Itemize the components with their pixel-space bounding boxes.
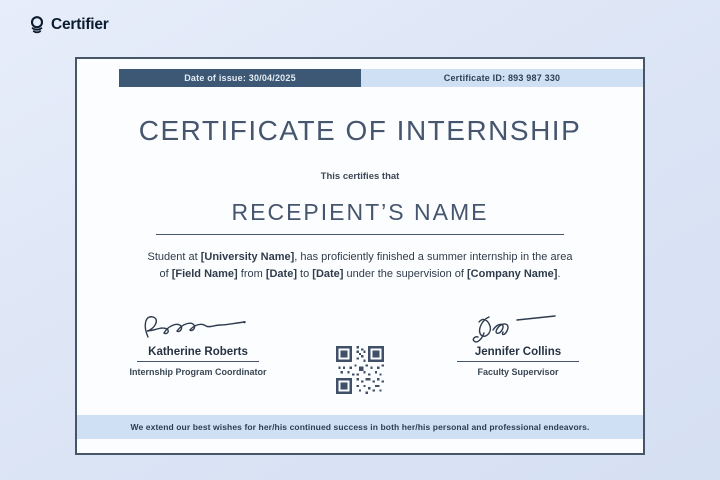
certificate-id: Certificate ID: 893 987 330 xyxy=(361,69,643,87)
certificate-footer: We extend our best wishes for her/his continued success in both her/his personal and professional endeavors. xyxy=(77,415,643,439)
certificate-body-text: Student at [University Name], has proficiently finished a summer internship in the area of [Field Name] from [Date] to [Date] under the supervision of [Company Name]. xyxy=(147,251,573,280)
recipient-underline xyxy=(156,234,564,235)
certificate-intro: This certifies that xyxy=(320,171,400,182)
signature-block-right xyxy=(425,309,611,377)
signature-image-right xyxy=(425,309,611,345)
certificate-meta-bar xyxy=(119,69,643,87)
certifier-badge-icon xyxy=(28,15,46,34)
signatory-name: Katherine Roberts xyxy=(148,346,248,358)
certificate-title: CERTIFICATE OF INTERNSHIP xyxy=(138,115,582,146)
brand-name: Certifier xyxy=(51,15,109,33)
signature-underline xyxy=(457,361,579,362)
recipient-name: RECEPIENT’S NAME xyxy=(231,199,489,225)
signature-underline xyxy=(137,361,259,362)
certificate-card xyxy=(75,57,645,455)
signatory-name: Jennifer Collins xyxy=(474,346,562,358)
brand-logo[interactable] xyxy=(28,15,109,34)
signatory-role: Internship Program Coordinator xyxy=(129,367,267,377)
qr-code-icon xyxy=(336,346,384,394)
signature-image-left xyxy=(105,309,291,345)
signature-block-left xyxy=(105,309,291,377)
signatory-role: Faculty Supervisor xyxy=(477,367,559,377)
date-of-issue: Date of issue: 30/04/2025 xyxy=(119,69,361,87)
